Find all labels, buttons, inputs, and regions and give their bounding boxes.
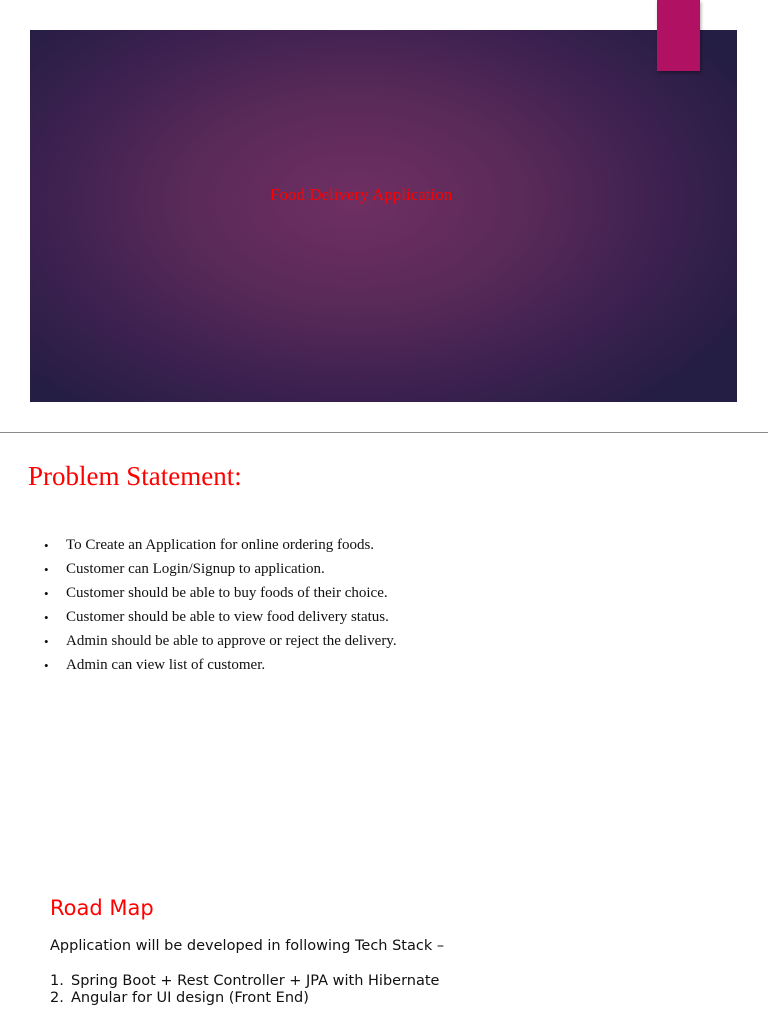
list-item-text: Customer can Login/Signup to application.: [66, 561, 325, 577]
list-item: [44, 535, 397, 559]
list-item: [44, 583, 397, 607]
bullet-icon: •: [44, 562, 49, 577]
list-item: [44, 631, 397, 655]
list-item-text: Angular for UI design (Front End): [71, 990, 309, 1006]
list-item-text: Customer should be able to buy foods of their choice.: [66, 585, 388, 601]
road-map-heading: Road Map: [50, 896, 154, 920]
road-map-intro: Application will be developed in following Tech Stack –: [50, 938, 445, 954]
list-item-text: Spring Boot + Rest Controller + JPA with Hibernate: [71, 973, 440, 989]
list-item-text: To Create an Application for online ordering foods.: [66, 537, 375, 553]
bullet-icon: •: [44, 610, 49, 625]
list-number: 2.: [50, 990, 64, 1006]
list-item: [44, 655, 397, 679]
list-item-text: Admin should be able to approve or reject the delivery.: [66, 633, 397, 649]
bullet-icon: •: [44, 586, 49, 601]
list-item: [50, 973, 439, 990]
list-item-text: Customer should be able to view food delivery status.: [66, 609, 389, 625]
problem-bullet-list: [44, 535, 397, 679]
problem-statement-heading: Problem Statement:: [28, 461, 242, 491]
slide-title: Food Delivery Application: [270, 185, 453, 204]
bullet-icon: •: [44, 634, 49, 649]
accent-tab: [657, 0, 700, 71]
bullet-icon: •: [44, 658, 49, 673]
list-item-text: Admin can view list of customer.: [66, 657, 266, 673]
tech-stack-list: [50, 973, 439, 1007]
list-number: 1.: [50, 973, 64, 989]
list-item: [44, 607, 397, 631]
list-item: [44, 559, 397, 583]
slide-divider: [0, 432, 768, 433]
bullet-icon: •: [44, 538, 49, 553]
title-slide: [30, 30, 737, 402]
list-item: [50, 990, 439, 1007]
